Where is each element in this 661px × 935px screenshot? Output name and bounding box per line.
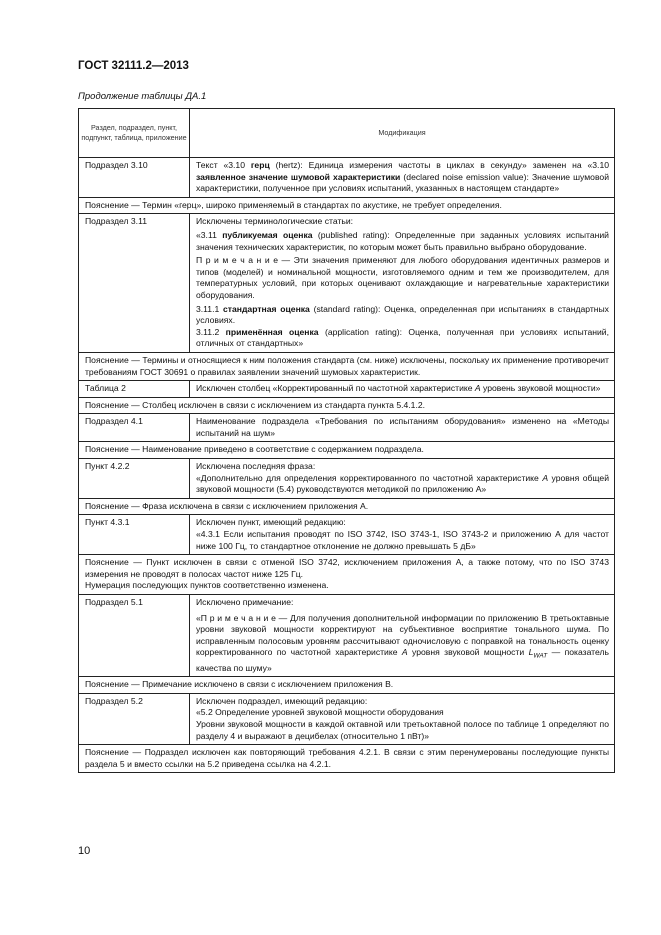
- section-cell: Подраздел 5.2: [79, 693, 190, 744]
- note-cell: [79, 555, 615, 595]
- modification-cell: [190, 595, 615, 677]
- paragraph: 3.11.1 стандартная оценка (standard rating): Оценка, определенная при испытаниях в стандартных условиях.: [196, 303, 609, 326]
- paragraph: «3.11 публикуемая оценка (published rating): Определенные при заданных условиях испытаний значения технических характеристик, по которым может быть правильно выбрано оборудование.: [196, 229, 609, 252]
- paragraph: «5.2 Определение уровней звуковой мощности оборудования: [196, 707, 444, 718]
- note-row: [79, 745, 615, 773]
- section-cell: Подраздел 5.1: [79, 595, 190, 677]
- table-row: [79, 693, 615, 744]
- modification-cell: [190, 693, 615, 744]
- note-cell: Пояснение — Подраздел исключен как повторяющий требования 4.2.1. В связи с этим перенумерованы последующие пункты раздела 5 и вместо ссылки на 5.2 приведена ссылка на 4.2.1.: [79, 745, 615, 773]
- table-row: [79, 381, 615, 398]
- modification-cell: [190, 381, 615, 398]
- section-cell: Таблица 2: [79, 381, 190, 398]
- table-row: [79, 158, 615, 198]
- note-cell: Пояснение — Фраза исключена в связи с исключением приложения А.: [79, 498, 615, 515]
- paragraph: Исключен подраздел, имеющий редакцию:: [196, 695, 368, 706]
- paragraph: «4.3.1 Если испытания проводят по ISO 3742, ISO 3743-1, ISO 3743-2 и приложению А для частот ниже 100 Гц, то стандартное отклонение не должно превышать 5 дБ»: [196, 529, 609, 551]
- note-cell: Пояснение — Наименование приведено в соответствие с содержанием подраздела.: [79, 442, 615, 459]
- section-cell: Пункт 4.3.1: [79, 515, 190, 555]
- note-row: [79, 677, 615, 694]
- note-row: [79, 352, 615, 380]
- paragraph: Наименование подраздела «Требования по испытаниям оборудования» изменено на «Методы испытаний на шум»: [196, 416, 609, 438]
- section-cell: Подраздел 3.11: [79, 214, 190, 353]
- note-row: [79, 555, 615, 595]
- note-row: [79, 442, 615, 459]
- note-text: Пояснение — Пункт исключен в связи с отменой ISO 3742, исключением приложения А, а также потому, что по ISO 3743 измерения не проводят в полосах частот ниже 125 Гц.: [85, 557, 609, 579]
- note-row: [79, 397, 615, 414]
- note-cell: Пояснение — Термин «герц», широко применяемый в стандартах по акустике, не требует определения.: [79, 197, 615, 214]
- column-header-modification: Модификация: [190, 109, 615, 158]
- section-cell: Пункт 4.2.2: [79, 459, 190, 499]
- document-title: ГОСТ 32111.2—2013: [78, 60, 189, 72]
- paragraph-note: П р и м е ч а н и е — Эти значения применяют для любого оборудования идентичных размеров и типов (моделей) и номинальной мощности, изготовляемого одним и тем же производителем, для температурных условий, при которых оценивают охлаждающие и нагревательные характеристики оборудования.: [196, 255, 610, 300]
- table-row: [79, 595, 615, 677]
- modifications-table: [78, 108, 615, 773]
- modification-cell: [190, 459, 615, 499]
- modification-cell: [190, 414, 615, 442]
- paragraph: «Дополнительно для определения корректированного по частотной характеристике А уровня общей звуковой мощности (5.4) руководствуются методикой по приложению А»: [196, 472, 609, 495]
- modification-cell: [190, 158, 615, 198]
- paragraph: Исключен пункт, имеющий редакцию:: [196, 517, 346, 528]
- note-text: Нумерация последующих пунктов соответственно изменена.: [85, 580, 329, 591]
- section-cell: Подраздел 3.10: [79, 158, 190, 198]
- table-row: [79, 459, 615, 499]
- paragraph: Уровни звуковой мощности в каждой октавной или третьоктавной полосе по таблице 1 определяют по разделу 4 и выражают в децибелах (относительно 1 пВт)»: [196, 719, 609, 741]
- column-header-section: Раздел, подраздел, пункт, подпункт, таблица, приложение: [79, 109, 190, 158]
- paragraph: «П р и м е ч а н и е — Для получения дополнительной информации по приложению В третьоктавные уровни звуковой мощности корректируют на субъективное восприятие тонального шума. По исправленным полосовым уровням рассчитывают одночисловую с поправкой на тональность оценку корректированного по частотной характеристике А уровня звуковой мощности $L_{WAT}$ — показатель качества по шуму»: [196, 612, 609, 673]
- table-row: [79, 515, 615, 555]
- page-number: 10: [78, 845, 91, 857]
- table-continuation-caption: Продолжение таблицы ДА.1: [78, 91, 207, 102]
- paragraph: 3.11.2 применённая оценка (application rating): Оценка, полученная при условиях испытаний, отличных от стандартных»: [196, 326, 609, 349]
- note-row: [79, 197, 615, 214]
- note-cell: Пояснение — Столбец исключен в связи с исключением из стандарта пункта 5.4.1.2.: [79, 397, 615, 414]
- paragraph: Исключена последняя фраза:: [196, 461, 316, 472]
- table-header-row: [79, 109, 615, 158]
- paragraph: Текст «3.10 герц (hertz): Единица измерения частоты в циклах в секунду» заменен на «3.10 заявленное значение шумовой характеристики (declared noise emission value): Значение шумовой характеристики, полученное при условиях испытаний, указанных в настоящем стандарте»: [196, 160, 610, 194]
- section-cell: Подраздел 4.1: [79, 414, 190, 442]
- modification-cell: [190, 214, 615, 353]
- paragraph: Исключено примечание:: [196, 597, 294, 607]
- modification-cell: [190, 515, 615, 555]
- paragraph: Исключен столбец «Корректированный по частотной характеристике А уровень звуковой мощности»: [196, 383, 601, 394]
- paragraph: Исключены терминологические статьи:: [196, 216, 354, 227]
- note-cell: Пояснение — Термины и относящиеся к ним положения стандарта (см. ниже) исключены, поскольку их применение противоречит требованиям ГОСТ 30691 о правилах заявлении значений шумовых характеристик.: [79, 352, 615, 380]
- table-row: [79, 214, 615, 353]
- note-cell: Пояснение — Примечание исключено в связи с исключением приложения В.: [79, 677, 615, 694]
- table-row: [79, 414, 615, 442]
- note-row: [79, 498, 615, 515]
